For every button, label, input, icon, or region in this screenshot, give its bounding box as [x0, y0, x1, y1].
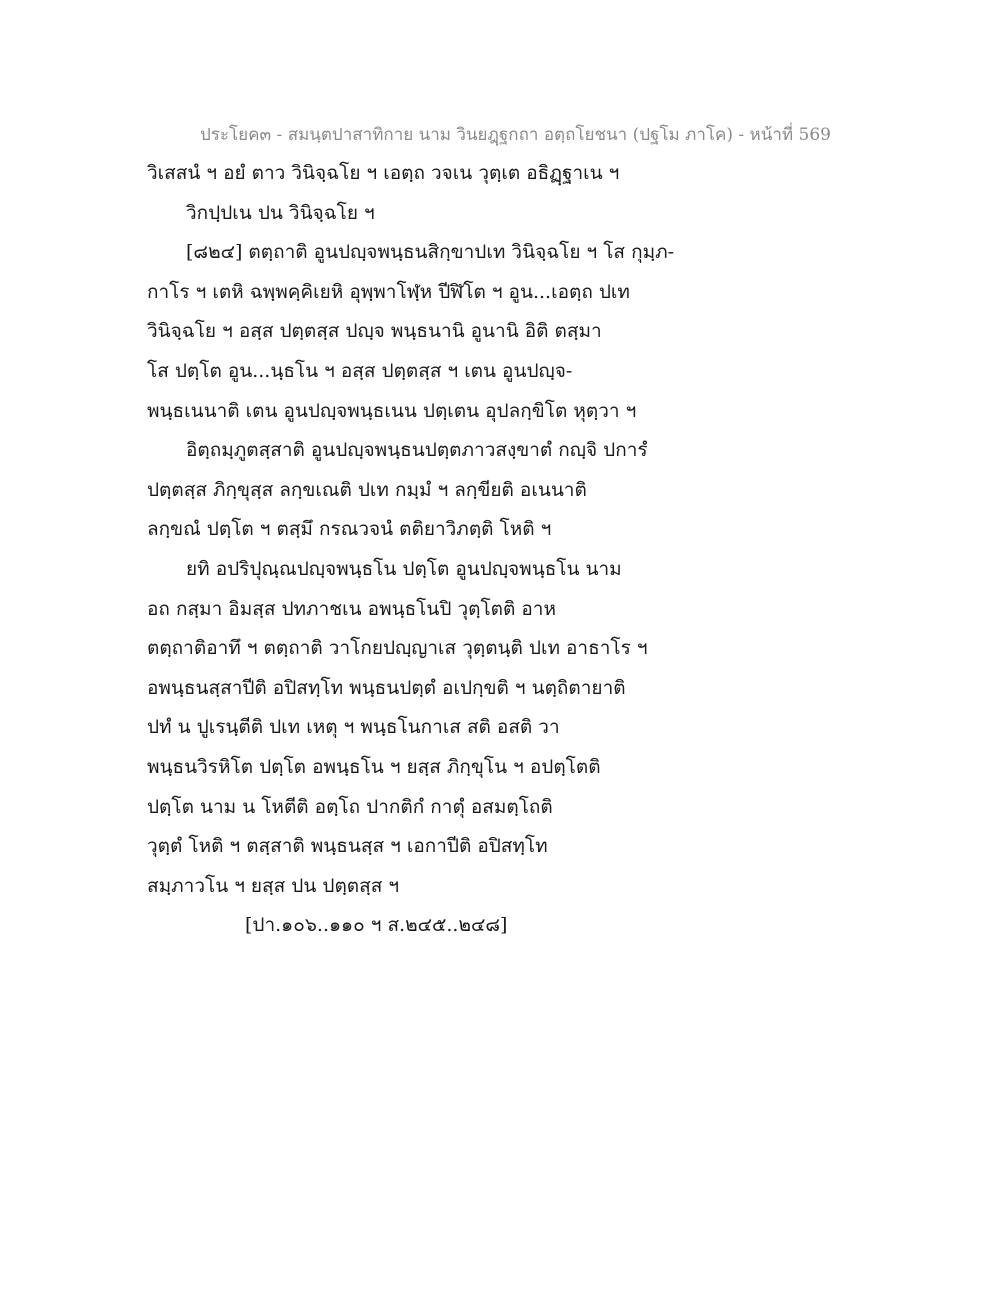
text-line: อถ กสฺมา อิมสฺส ปทภาชเน อพนฺธโนปิ วุตฺโตติ อาห: [147, 597, 557, 620]
text-line: ลกฺขณํ ปตฺโต ฯ ตสฺมึ กรณวจนํ ตติยาวิภตฺติ โหติ ฯ: [147, 518, 552, 541]
text-line: อพนฺธนสฺสาปีติ อปิสทฺโท พนฺธนปตฺตํ อเปกฺขติ ฯ นตฺถิตายาติ: [147, 676, 626, 699]
text-line: [๘๒๔] ตตฺถาติ อูนปญฺจพนฺธนสิกฺขาปเท วินิจฺฉโย ฯ โส กุมฺภ-: [186, 241, 675, 264]
text-line: ปตฺโต นาม น โหตีติ อตฺโถ ปากติกํ กาตุํ อสมตฺโถติ: [147, 795, 553, 818]
text-line: ปตฺตสฺส ภิกฺขุสฺส ลกฺขเณติ ปเท กมฺมํ ฯ ลกฺขียติ อเนนาติ: [147, 478, 587, 501]
text-line: กาโร ฯ เตหิ ฉพฺพคฺคิเยหิ อุพฺพาโฬฺห ปีฬิโต ฯ อูน...เอตฺถ ปเท: [147, 280, 630, 303]
text-line: พนฺธเนนาติ เตน อูนปญฺจพนฺธเนน ปตฺเตน อุปลกฺขิโต หุตฺวา ฯ: [147, 399, 637, 422]
text-line: วิกปฺปเน ปน วินิจฺฉโย ฯ: [186, 201, 375, 224]
text-line: ยทิ อปริปุณฺณปญฺจพนฺธโน ปตฺโต อูนปญฺจพนฺธโน นาม: [186, 558, 622, 580]
reference-line: [ปา.๑๐๖..๑๑๐ ฯ ส.๒๔๕..๒๔๘]: [245, 914, 508, 937]
text-line: ปทํ น ปูเรนฺตีติ ปเท เหตุ ฯ พนฺธโนกาเส สติ อสติ วา: [147, 716, 560, 739]
text-line: วุตฺตํ โหติ ฯ ตสฺสาติ พนฺธนสฺส ฯ เอกาปีติ อปิสทฺโท: [147, 835, 548, 858]
text-line: พนฺธนวิรหิโต ปตฺโต อพนฺธโน ฯ ยสฺส ภิกฺขุโน ฯ อปตฺโตติ: [147, 756, 601, 778]
text-line: วิเสสนํ ฯ อยํ ตาว วินิจฺฉโย ฯ เอตฺถ วจเน วุตฺเต อธิฏฺฐาเน ฯ: [147, 162, 620, 184]
text-line: ตตฺถาติอาทึ ฯ ตตฺถาติ วาโกยปญฺญาเส วุตฺตนฺติ ปเท อาธาโร ฯ: [147, 637, 648, 660]
text-line: สมฺภาวโน ฯ ยสฺส ปน ปตฺตสฺส ฯ: [147, 874, 400, 897]
text-line: โส ปตฺโต อูน...นฺธโน ฯ อสฺส ปตฺตสฺส ฯ เตน อูนปญฺจ-: [147, 360, 573, 382]
text-line: อิตฺถมฺภูตสฺสาติ อูนปญฺจพนฺธนปตฺตภาวสงฺขาตํ กญฺจิ ปการํ: [186, 439, 648, 462]
page-header: ประโยค๓ - สมนฺตปาสาทิกาย นาม วินยฎฺฐกถา อตฺถโยชนา (ปฐโม ภาโค) - หน้าที่ 569: [200, 125, 831, 145]
text-line: วินิจฺฉโย ฯ อสฺส ปตฺตสฺส ปญฺจ พนฺธนานิ อูนานิ อิติ ตสฺมา: [147, 320, 602, 343]
